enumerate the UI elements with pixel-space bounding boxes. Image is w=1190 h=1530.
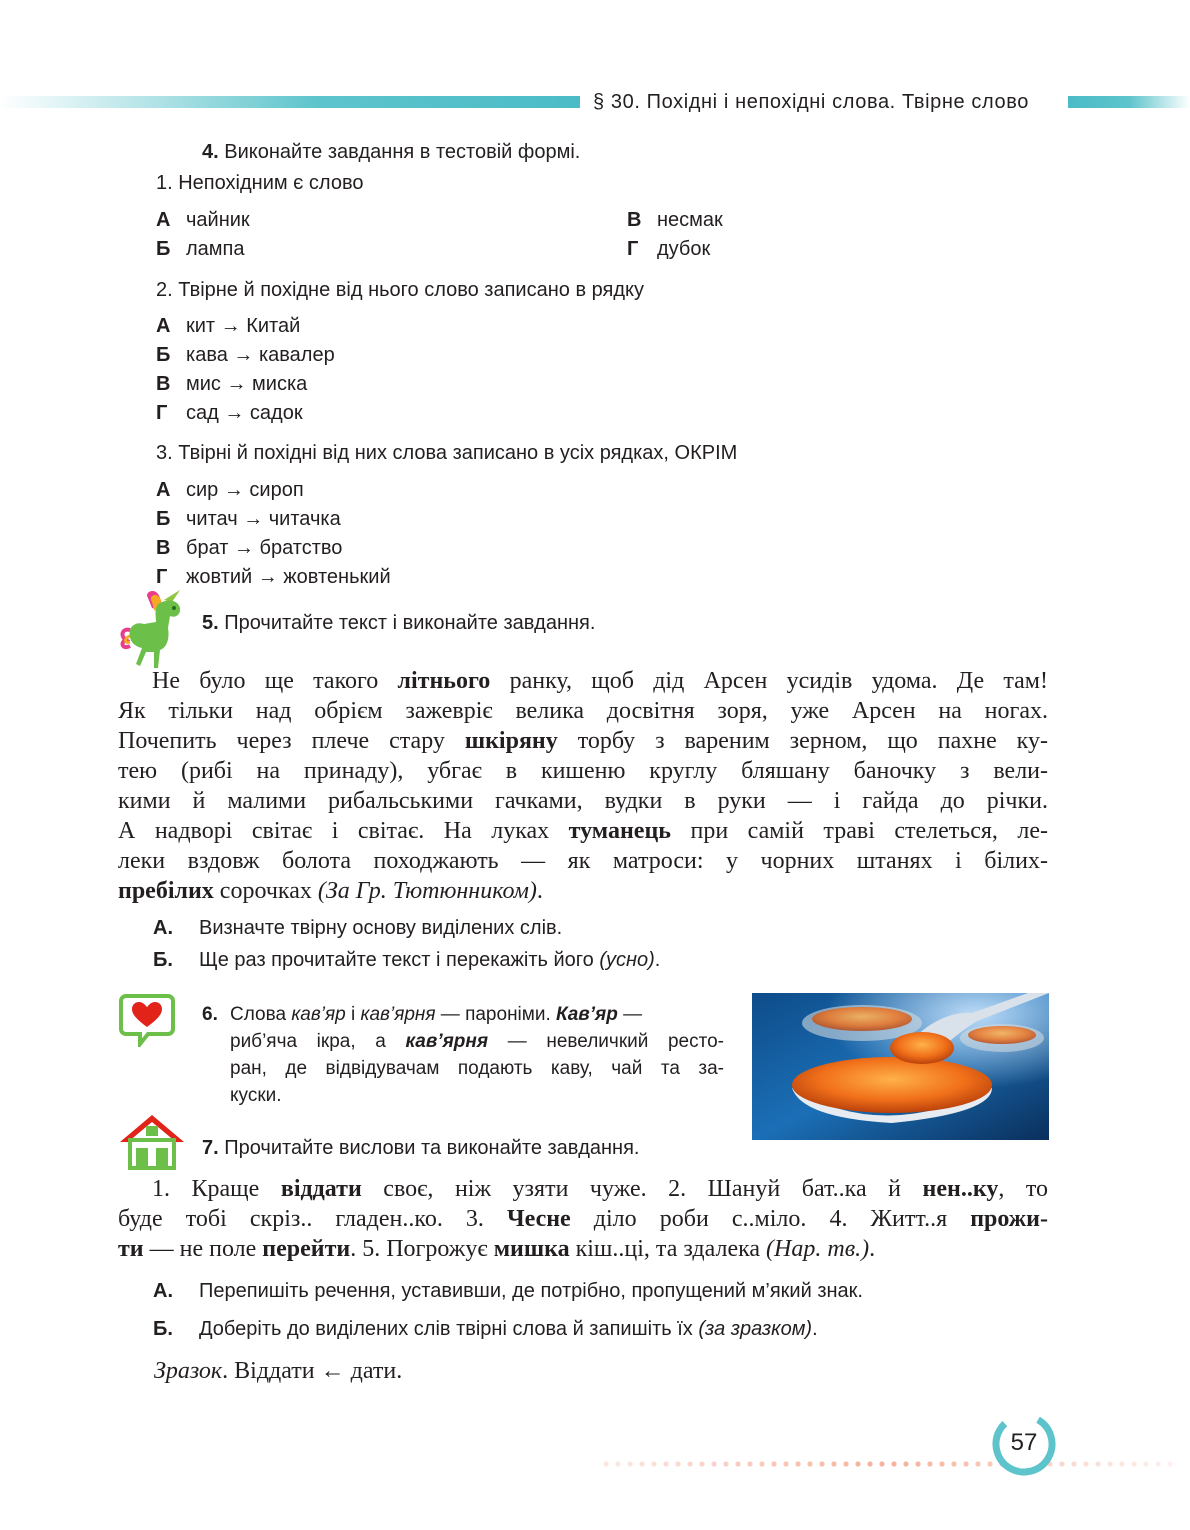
passage-line: кими й малими рибальськими гачками, вудки в руки — і гайда до річки. <box>118 788 1048 814</box>
header-accent-bar-left <box>0 96 580 108</box>
passage-line: Як тільки над обрієм зажевріє велика досвітня зоря, уже Арсен на ногах. <box>118 698 1048 724</box>
page-number: 57 <box>1010 1429 1038 1456</box>
q2-option-c: В мис → миска <box>156 373 308 395</box>
passage-line: Не було ще такого літнього ранку, щоб дід Арсен усидів удома. Де там! <box>152 668 1048 694</box>
footer-dot <box>1083 1461 1088 1466</box>
header-accent-bar-right <box>1068 96 1190 108</box>
footer-dot <box>831 1461 836 1466</box>
footer-dot <box>663 1461 668 1466</box>
caviar-photo <box>752 993 1049 1140</box>
task5-subtask-b: Б. Ще раз прочитайте текст і перекажіть його (усно). <box>153 949 661 971</box>
task7-example: Зразок. Віддати ← дати. <box>154 1358 403 1384</box>
footer-dot <box>1059 1461 1064 1466</box>
footer-dot <box>795 1461 800 1466</box>
footer-dotted-line <box>600 1460 1190 1468</box>
footer-dot <box>939 1461 944 1466</box>
footer-dot <box>927 1461 932 1466</box>
footer-dot <box>759 1461 764 1466</box>
passage-line: тею (рибі на принаду), убгає в кишеню круглу бляшану баночку з вели- <box>118 758 1048 784</box>
footer-dot <box>651 1461 656 1466</box>
footer-dot <box>771 1461 776 1466</box>
footer-dot <box>1155 1461 1160 1466</box>
footer-dot <box>1167 1461 1172 1466</box>
footer-dot <box>843 1461 848 1466</box>
footer-dot <box>963 1461 968 1466</box>
q1-option-c: В несмак <box>627 209 723 231</box>
q1-option-b: Б лампа <box>156 238 245 260</box>
footer-dot <box>855 1461 860 1466</box>
footer-dot <box>975 1461 980 1466</box>
footer-dot <box>675 1461 680 1466</box>
footer-dot <box>1143 1461 1148 1466</box>
footer-dot <box>639 1461 644 1466</box>
q1-option-d: Г дубок <box>627 238 711 260</box>
footer-dot <box>603 1461 608 1466</box>
footer-dot <box>747 1461 752 1466</box>
q3-option-d: Г жовтий → жовтенький <box>156 566 391 588</box>
passage-line: пребілих сорочках (За Гр. Тютюнником). <box>118 878 543 904</box>
task5-subtask-a: А. Визначте твірну основу виділених слів. <box>153 917 563 939</box>
footer-dot <box>915 1461 920 1466</box>
section-title: § 30. Похідні і непохідні слова. Твірне слово <box>593 91 1029 113</box>
footer-dot <box>615 1461 620 1466</box>
task7-subtask-b: Б. Доберіть до виділених слів твірні слова й запишіть їх (за зразком). <box>153 1318 818 1340</box>
footer-dot <box>891 1461 896 1466</box>
unicorn-icon <box>118 588 198 674</box>
task7-heading: 7. Прочитайте вислови та виконайте завдання. <box>202 1137 640 1159</box>
footer-dot <box>1071 1461 1076 1466</box>
q2-option-d: Г сад → садок <box>156 402 303 424</box>
footer-dot <box>711 1461 716 1466</box>
house-icon <box>118 1112 186 1170</box>
task5-passage <box>118 666 1048 906</box>
q3-option-b: Б читач → читачка <box>156 508 341 530</box>
footer-dot <box>723 1461 728 1466</box>
task7-subtask-a: А. Перепишіть речення, уставивши, де потрібно, пропущений м’який знак. <box>153 1280 863 1302</box>
footer-dot <box>867 1461 872 1466</box>
footer-dot <box>819 1461 824 1466</box>
task4-question2: 2. Твірне й похідне від нього слово записано в рядку <box>156 279 644 301</box>
task4-question1: 1. Непохідним є слово <box>156 172 364 194</box>
footer-dot <box>951 1461 956 1466</box>
footer-dot <box>903 1461 908 1466</box>
task4-heading: 4. Виконайте завдання в тестовій формі. <box>202 141 581 163</box>
footer-dot <box>1095 1461 1100 1466</box>
task4-question3: 3. Твірні й похідні від них слова записано в усіх рядках, ОКРІМ <box>156 442 738 464</box>
q1-option-a: А чайник <box>156 209 250 231</box>
q3-option-c: В брат → братство <box>156 537 343 559</box>
q2-option-a: А кит → Китай <box>156 315 301 337</box>
passage-line: А надворі світає і світає. На луках туманець при самій траві стелеться, ле- <box>118 818 1048 844</box>
q2-option-b: Б кава → кавалер <box>156 344 335 366</box>
footer-dot <box>807 1461 812 1466</box>
footer-dot <box>735 1461 740 1466</box>
task7-sayings: 1. Краще віддати своє, ніж узяти чуже. 2. Шануй бат..ка й нен..ку, то буде тобі скріз.. гладен..ко. 3. Чесне діло роби с..міло. 4. Житт..я прожи- ти — не поле перейти. 5. Погрожує мишка кіш..ці, та здалека (Нар. тв.). <box>118 1176 1049 1262</box>
footer-dot <box>699 1461 704 1466</box>
footer-dot <box>783 1461 788 1466</box>
passage-line: леки вздовж болота походжають — як матроси: у чорних штанях і білих- <box>118 848 1048 874</box>
footer-dot <box>1119 1461 1124 1466</box>
task5-heading: 5. Прочитайте текст і виконайте завдання. <box>202 612 596 634</box>
footer-dot <box>627 1461 632 1466</box>
q3-option-a: А сир → сироп <box>156 479 304 501</box>
passage-line: Почепить через плече стару шкіряну торбу з вареним зерном, що пахне ку- <box>118 728 1048 754</box>
heart-speech-bubble-icon <box>118 993 176 1047</box>
footer-dot <box>687 1461 692 1466</box>
footer-dot <box>1131 1461 1136 1466</box>
task6-text: 6. Слова кав’яр і кав’ярня — пароніми. Кав’яр — риб’яча ікра, а кав’ярня — невеличкий ресто- ран, де відвідувачам подають каву, чай та за- куски. <box>202 1004 724 1106</box>
footer-dot <box>879 1461 884 1466</box>
footer-dot <box>1107 1461 1112 1466</box>
